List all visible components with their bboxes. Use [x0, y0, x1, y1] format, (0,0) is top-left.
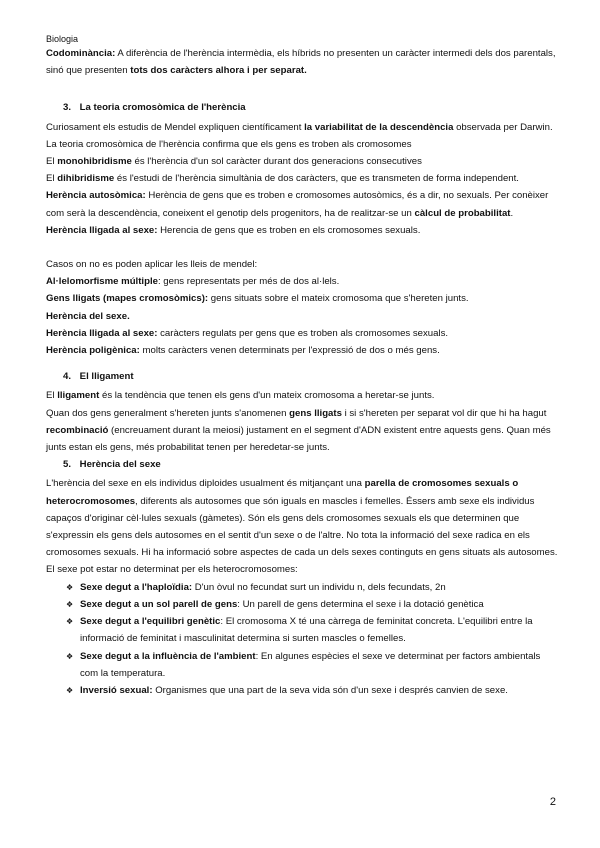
diamond-bullet-icon: ❖ — [66, 599, 74, 609]
list-item: ❖ Sexe degut a un sol parell de gens: Un parell de gens determina el sexe i la dotació genètica — [80, 596, 558, 613]
diamond-bullet-icon: ❖ — [66, 651, 74, 661]
subject-header: Biologia — [46, 34, 79, 44]
monohibridisme-paragraph: El monohibridisme és l'herència d'un sol caràcter durant dos generacions consecutives — [46, 156, 422, 168]
sexe-determinat-intro: El sexe pot estar no determinat per els heterocromosomes: — [46, 564, 298, 576]
exceptions-intro: Casos on no es poden aplicar les lleis de mendel: — [46, 259, 258, 271]
diamond-bullet-icon: ❖ — [66, 617, 74, 627]
herencia-poligenica-line: Herència poligènica: molts caràcters venen determinats per l'expressió de dos o més gens. — [46, 345, 440, 357]
herencia-sexe-paragraph: L'herència del sexe en els individus diploides usualment és mitjançant una parella de cromosomes sexuals o heterocromosomes, diferents als autosomes que són iguals en mascles i femelles. Éssers amb sexe els individus capaços d'originar cèl·lules sexuals (gàmetes). Són els gens dels cromosomes sexuals els que determinen que s'expressin els gens dels autosomes en el sentit d'un sexe o de l'altre. No tota la informació del sexe radica en els cromosomes sexuals. Hi ha informació sobre aspectes de cada un dels sexes continguts en gens situats als autosomes. — [46, 478, 558, 559]
list-item: ❖ Sexe degut a la influència de l'ambient: En algunes espècies el sexe ve determinat per factors ambientals com la temperatura. — [80, 648, 558, 682]
page-number: 2 — [549, 796, 556, 808]
section-4-heading: 4. El lligament — [63, 371, 134, 383]
document-page — [46, 34, 558, 699]
diamond-bullet-icon: ❖ — [66, 582, 74, 592]
codominancia-paragraph: Codominància: A diferència de l'herència intermèdia, els híbrids no presenten un caràcter intermedi dels dos parentals, sinó que presenten tots dos caràcters alhora i per separat. — [46, 48, 556, 77]
herencia-autosomica-paragraph: Herència autosòmica: Herència de gens que es troben e cromosomes autosòmics, és a dir, no sexuals. Per conèixer com serà la descendència, coneixent el genotip dels progenitors, ha de realitzar-se un càlcul de probabilitat. — [46, 190, 549, 219]
gens-lligats-paragraph: Quan dos gens generalment s'hereten junts s'anomenen gens lligats i si s'hereten per separat vol dir que hi ha hagut recombinació (encreuament durant la meiosi) justament en el segment d'ADN existent entre aquests gens. Quan més junts estan els gens, més probabilitat tenen per heredetar-se junts. — [46, 407, 551, 454]
section-5-heading: 5. Herència del sexe — [63, 459, 161, 471]
sex-determination-list — [46, 579, 558, 699]
gens-lligats-line: Gens lligats (mapes cromosòmics): gens situats sobre el mateix cromosoma que s'hereten junts. — [46, 293, 469, 305]
herencia-del-sexe-line: Herència del sexe. — [46, 310, 130, 322]
lligament-paragraph: El lligament és la tendència que tenen els gens d'un mateix cromosoma a heretar-se junts. — [46, 390, 435, 402]
list-item: ❖ Sexe degut a l'equilibri genètic: El cromosoma X té una càrrega de feminitat concreta. L'equilibri entre la informació de feminitat i masculinitat determina si surten mascles o femelles. — [80, 613, 558, 647]
herencia-lligada-sexe-line: Herència lligada al sexe: caràcters regulats per gens que es troben als cromosomes sexuals. — [46, 327, 449, 339]
section-3-paragraph: Curiosament els estudis de Mendel expliquen científicament la variabilitat de la descendència observada per Darwin. La teoria cromosòmica de l'herència confirma que els gens es troben als cromosomes — [46, 121, 553, 150]
dihibridisme-paragraph: El dihibridisme és l'estudi de l'herència simultània de dos caràcters, que es transmeten de forma independent. — [46, 173, 519, 185]
alelomorfisme-line: Al·lelomorfisme múltiple: gens representats per més de dos al·lels. — [46, 276, 340, 288]
list-item: ❖ Inversió sexual: Organismes que una part de la seva vida són d'un sexe i després canvien de sexe. — [80, 682, 558, 699]
list-item: ❖ Sexe degut a l'haploïdia: D'un òvul no fecundat surt un individu n, dels fecundats, 2n — [80, 579, 558, 596]
diamond-bullet-icon: ❖ — [66, 685, 74, 695]
herencia-lligada-paragraph: Herència lligada al sexe: Herencia de gens que es troben en els cromosomes sexuals. — [46, 224, 421, 236]
section-3-heading: 3. La teoria cromosòmica de l'herència — [63, 102, 246, 114]
